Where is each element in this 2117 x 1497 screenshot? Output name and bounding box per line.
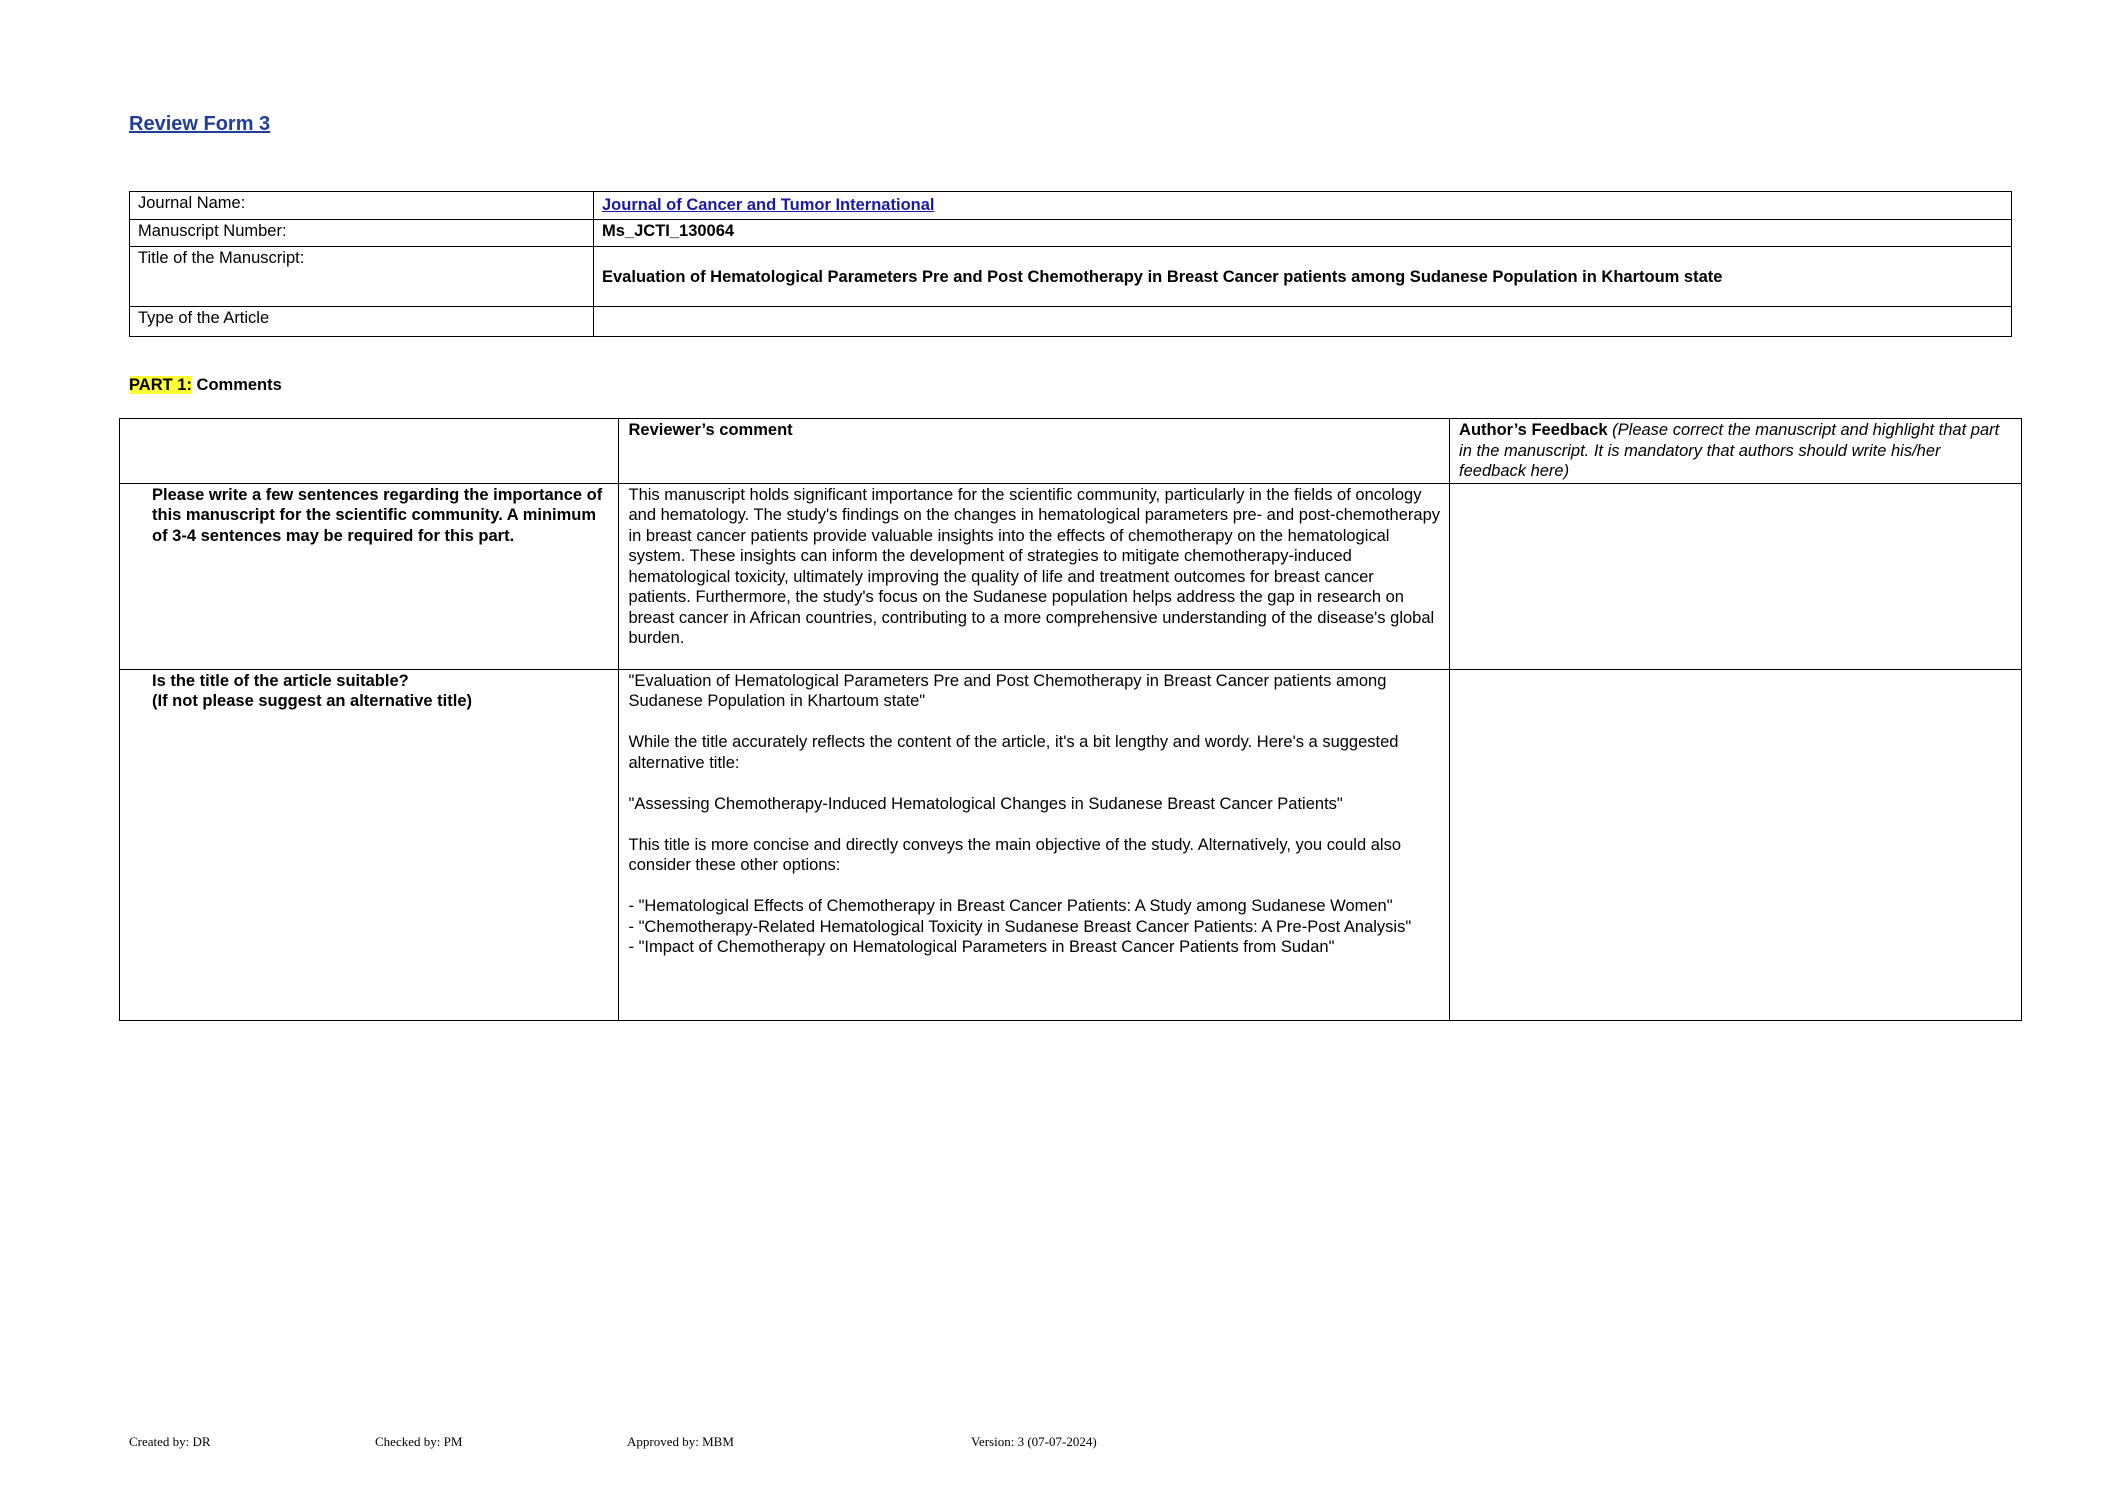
- footer-checked-by: Checked by: PM: [375, 1434, 463, 1449]
- manuscript-info-table: [129, 191, 2012, 337]
- comments-table: [119, 418, 2022, 1021]
- question-importance: Please write a few sentences regarding the importance of this manuscript for the scientific community. A minimum of 3-4 sentences may be required for this part.: [120, 483, 619, 669]
- author-feedback-importance[interactable]: [1450, 483, 2022, 669]
- question-header-cell: [120, 419, 619, 484]
- comment-paragraph-4: This title is more concise and directly conveys the main objective of the study. Alternatively, you could also consider these other options:: [628, 835, 1406, 874]
- page-title[interactable]: Review Form 3: [129, 113, 271, 135]
- alternative-titles-list: [628, 896, 1440, 958]
- manuscript-number-row: [130, 220, 2012, 247]
- question-title-line1: Is the title of the article suitable?: [152, 671, 409, 690]
- part1-heading: [129, 376, 282, 395]
- article-type-row: [130, 307, 2012, 337]
- manuscript-number-value: Ms_JCTI_130064: [594, 220, 2012, 247]
- journal-link[interactable]: Journal of Cancer and Tumor International: [602, 196, 935, 214]
- comment-row-title: [120, 669, 2022, 1020]
- reviewer-comment-importance[interactable]: [619, 483, 1450, 669]
- manuscript-number-label: Manuscript Number:: [130, 220, 594, 247]
- manuscript-title-row: [130, 247, 2012, 307]
- comment-paragraph: This manuscript holds significant importance for the scientific community, particularly in the fields of oncology and hematology. The study's findings on the changes in hematological parameters pre- and post-chemotherapy in breast cancer patients provide valuable insights into the effects of chemotherapy on the hematological system. These insights can inform the development of strategies to mitigate chemotherapy-induced hematological toxicity, ultimately improving the quality of life and treatment outcomes for breast cancer patients. Furthermore, the study's focus on the Sudanese population helps address the gap in research on breast cancer in African countries, contributing to a more comprehensive understanding of the disease's global burden.: [628, 485, 1445, 647]
- reviewer-comment-header: Reviewer’s comment: [619, 419, 1450, 484]
- comment-row-importance: [120, 483, 2022, 669]
- alternative-title-item: - "Impact of Chemotherapy on Hematological Parameters in Breast Cancer Patients from Sudan": [628, 938, 1335, 956]
- part1-title: Comments: [191, 376, 282, 394]
- journal-row: [130, 192, 2012, 220]
- journal-label: Journal Name:: [130, 192, 594, 220]
- reviewer-comment-title[interactable]: [619, 669, 1450, 1020]
- alternative-title-item: - "Hematological Effects of Chemotherapy in Breast Cancer Patients: A Study among Sudanese Women": [628, 897, 1393, 915]
- part1-label: PART 1:: [129, 376, 192, 394]
- author-feedback-header: [1450, 419, 2022, 484]
- alternative-title-item: - "Chemotherapy-Related Hematological Toxicity in Sudanese Breast Cancer Patients: A Pre-Post Analysis": [628, 917, 1412, 936]
- footer-approved-by: Approved by: MBM: [627, 1434, 734, 1449]
- comments-header-row: [120, 419, 2022, 484]
- journal-value-cell: [594, 192, 2012, 220]
- footer-created-by: Created by: DR: [129, 1434, 211, 1449]
- question-title-suitable: [120, 669, 619, 1020]
- article-type-label: Type of the Article: [130, 307, 594, 337]
- author-feedback-header-note: (Please correct the manuscript and highlight that part in the manuscript. It is mandatory that authors should write his/her feedback here): [1459, 421, 2000, 480]
- comment-paragraph-3: "Assessing Chemotherapy-Induced Hematological Changes in Sudanese Breast Cancer Patients": [628, 794, 1343, 813]
- manuscript-title-label: Title of the Manuscript:: [130, 247, 594, 307]
- question-title-line2: (If not please suggest an alternative title): [152, 692, 472, 710]
- manuscript-title-cell: [594, 247, 2012, 307]
- author-feedback-header-title: Author’s Feedback: [1459, 421, 1608, 439]
- comment-paragraph-1: "Evaluation of Hematological Parameters Pre and Post Chemotherapy in Breast Cancer patients among Sudanese Population in Khartoum state": [628, 671, 1391, 710]
- comment-paragraph-2: While the title accurately reflects the content of the article, it's a bit lengthy and wordy. Here's a suggested alternative title:: [628, 733, 1404, 772]
- author-feedback-title[interactable]: [1450, 669, 2022, 1020]
- article-type-value: [594, 307, 2012, 337]
- manuscript-title-value: Evaluation of Hematological Parameters Pre and Post Chemotherapy in Breast Cancer patients among Sudanese Population in Khartoum state: [602, 268, 1723, 286]
- footer-version: Version: 3 (07-07-2024): [971, 1434, 1097, 1449]
